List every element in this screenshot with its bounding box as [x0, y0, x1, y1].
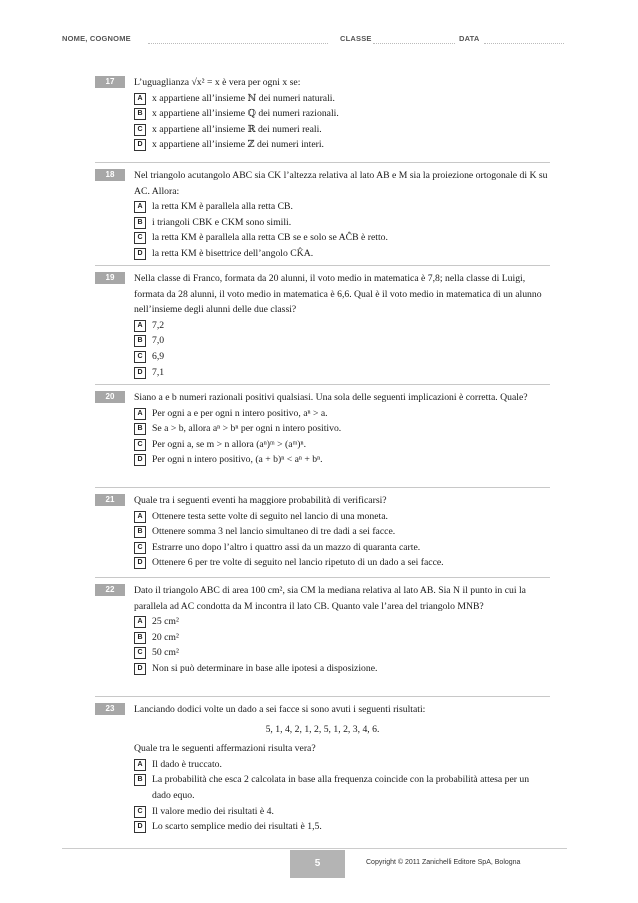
option-a[interactable]: A Ottenere testa sette volte di seguito nel lancio di una moneta. [134, 509, 550, 525]
option-b[interactable]: B 20 cm² [134, 630, 550, 646]
option-b[interactable]: B Ottenere somma 3 nel lancio simultaneo di tre dadi a sei facce. [134, 524, 550, 540]
question-17 [95, 75, 550, 153]
question-number: 19 [95, 272, 125, 284]
separator [95, 384, 550, 385]
option-c[interactable]: C x appartiene all’insieme ℝ dei numeri reali. [134, 122, 550, 138]
option-b[interactable]: B x appartiene all’insieme ℚ dei numeri razionali. [134, 106, 550, 122]
date-line [484, 43, 564, 44]
copyright: Copyright © 2011 Zanichelli Editore SpA, Bologna [366, 859, 521, 866]
question-text: Dato il triangolo ABC di area 100 cm², sia CM la mediana relativa al lato AB. Sia N il punto in cui la parallela ad AC condotta da M incontra il lato CB. Quanto vale l’area del triangolo MNB? [134, 585, 526, 612]
question-text: Lanciando dodici volte un dado a sei facce si sono avuti i seguenti risultati: [134, 704, 426, 715]
option-c[interactable]: C 6,9 [134, 349, 550, 365]
option-c[interactable]: C la retta KM è parallela alla retta CB se e solo se AĈB è retto. [134, 230, 550, 246]
question-22 [95, 583, 550, 677]
option-d[interactable]: D Non si può determinare in base alle ipotesi a disposizione. [134, 661, 550, 677]
footer-divider [62, 848, 567, 849]
date-label: DATA [459, 34, 480, 43]
option-a[interactable]: A 25 cm² [134, 614, 550, 630]
dice-results: 5, 1, 4, 2, 1, 2, 5, 1, 2, 3, 4, 6. [265, 723, 380, 735]
page-number: 5 [290, 850, 345, 878]
question-number: 23 [95, 703, 125, 715]
question-21 [95, 493, 550, 571]
option-d[interactable]: D Per ogni n intero positivo, (a + b)ⁿ < aⁿ + bⁿ. [134, 452, 550, 468]
option-b[interactable]: B La probabilità che esca 2 calcolata in base alla frequenza coincide con la probabilità attesa per un dado equo. [134, 772, 550, 803]
option-a[interactable]: A x appartiene all’insieme ℕ dei numeri naturali. [134, 91, 550, 107]
separator [95, 696, 550, 697]
option-d[interactable]: D Lo scarto semplice medio dei risultati è 1,5. [134, 819, 550, 835]
question-18 [95, 168, 550, 262]
option-c[interactable]: C Per ogni a, se m > n allora (aⁿ)ᵐ > (aᵐ)ⁿ. [134, 437, 550, 453]
option-d[interactable]: D la retta KM è bisettrice dell’angolo CK̂A. [134, 246, 550, 262]
option-d[interactable]: D x appartiene all’insieme ℤ dei numeri interi. [134, 137, 550, 153]
name-label: NOME, COGNOME [62, 34, 131, 43]
question-20 [95, 390, 550, 468]
question-text: Quale tra i seguenti eventi ha maggiore probabilità di verificarsi? [134, 495, 387, 506]
separator [95, 162, 550, 163]
question-number: 17 [95, 76, 125, 88]
question-text: Nella classe di Franco, formata da 20 alunni, il voto medio in matematica è 7,8; nella classe di Luigi, formata da 28 alunni, il voto medio in matematica è 6,6. Qual è il voto medio in matematica di un alunno nell’insieme degli alunni delle due classi? [134, 273, 542, 316]
option-a[interactable]: A la retta KM è parallela alla retta CB. [134, 199, 550, 215]
option-b[interactable]: B Se a > b, allora aⁿ > bⁿ per ogni n intero positivo. [134, 421, 550, 437]
separator [95, 487, 550, 488]
question-text: Siano a e b numeri razionali positivi qualsiasi. Una sola delle seguenti implicazioni è corretta. Quale? [134, 392, 528, 403]
question-19 [95, 271, 550, 380]
option-c[interactable]: C Il valore medio dei risultati è 4. [134, 804, 550, 820]
separator [95, 577, 550, 578]
question-text-2: Quale tra le seguenti affermazioni risulta vera? [134, 743, 316, 755]
separator [95, 265, 550, 266]
question-number: 21 [95, 494, 125, 506]
option-b[interactable]: B i triangoli CBK e CKM sono simili. [134, 215, 550, 231]
question-number: 18 [95, 169, 125, 181]
question-number: 22 [95, 584, 125, 596]
option-a[interactable]: A Il dado è truccato. [134, 757, 550, 773]
question-text: Nel triangolo acutangolo ABC sia CK l’altezza relativa al lato AB e M sia la proiezione ortogonale di K su AC. Allora: [134, 170, 548, 197]
question-text: L’uguaglianza √x² = x è vera per ogni x se: [134, 77, 301, 88]
question-number: 20 [95, 391, 125, 403]
option-a[interactable]: A Per ogni a e per ogni n intero positivo, aⁿ > a. [134, 406, 550, 422]
option-c[interactable]: C 50 cm² [134, 645, 550, 661]
option-b[interactable]: B 7,0 [134, 333, 550, 349]
option-c[interactable]: C Estrarre uno dopo l’altro i quattro assi da un mazzo di quaranta carte. [134, 540, 550, 556]
class-label: CLASSE [340, 34, 372, 43]
question-23 [95, 702, 550, 835]
option-d[interactable]: D 7,1 [134, 365, 550, 381]
option-a[interactable]: A 7,2 [134, 318, 550, 334]
class-line [373, 43, 455, 44]
name-line [148, 43, 328, 44]
option-d[interactable]: D Ottenere 6 per tre volte di seguito nel lancio ripetuto di un dado a sei facce. [134, 555, 550, 571]
